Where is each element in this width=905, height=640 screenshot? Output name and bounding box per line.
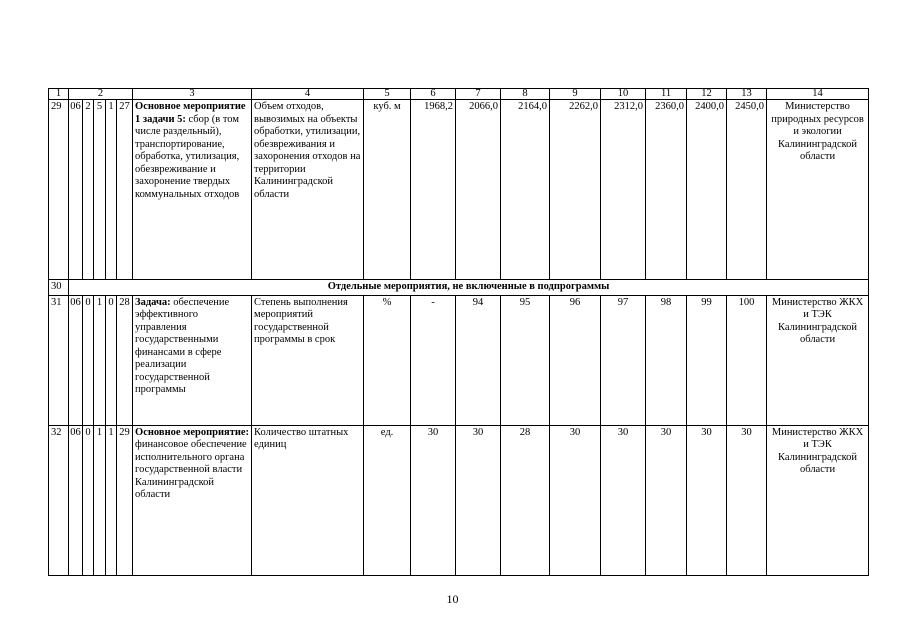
section-title: Отдельные мероприятия, не включенные в подпрограммы	[69, 280, 869, 296]
activity-name	[133, 425, 252, 575]
row-number: 30	[49, 280, 69, 296]
header-cell: 7	[456, 89, 501, 100]
code-cell: 0	[83, 295, 94, 425]
value-cell: 1968,2	[411, 100, 456, 280]
page-number: 10	[446, 592, 459, 606]
activity-name-text: обеспечение эффективного управления государственными финансами в сфере реализации государственной программы	[135, 296, 230, 395]
program-table	[48, 88, 869, 576]
code-cell: 0	[106, 295, 117, 425]
code-cell: 1	[94, 295, 106, 425]
value-cell: 30	[411, 425, 456, 575]
code-cell: 5	[94, 100, 106, 280]
row-number: 29	[49, 100, 69, 280]
section-row	[49, 280, 869, 296]
unit-cell: куб. м	[364, 100, 411, 280]
value-cell: 2450,0	[727, 100, 767, 280]
value-cell: 96	[550, 295, 601, 425]
activity-name	[133, 295, 252, 425]
header-cell: 6	[411, 89, 456, 100]
activity-name-bold: Основное мероприятие:	[135, 426, 250, 438]
value-cell: 30	[727, 425, 767, 575]
activity-name	[133, 100, 252, 280]
unit-cell: ед.	[364, 425, 411, 575]
value-cell: 99	[687, 295, 727, 425]
value-cell: 30	[601, 425, 646, 575]
activity-name-bold: Основное мероприятие 1 задачи 5:	[135, 101, 246, 125]
code-cell: 28	[117, 295, 133, 425]
value-cell: 30	[687, 425, 727, 575]
value-cell: 2312,0	[601, 100, 646, 280]
indicator-cell: Объем отходов, вывозимых на объекты обработки, утилизации, обезвреживания и захоронения отходов на территории Калининградской области	[252, 100, 364, 280]
code-cell: 1	[106, 100, 117, 280]
value-cell: 28	[501, 425, 550, 575]
header-cell: 4	[252, 89, 364, 100]
code-cell: 1	[94, 425, 106, 575]
header-cell: 1	[49, 89, 69, 100]
header-cell: 10	[601, 89, 646, 100]
code-cell: 27	[117, 100, 133, 280]
indicator-cell: Степень выполнения мероприятий государственной программы в срок	[252, 295, 364, 425]
activity-name-text: финансовое обеспечение исполнительного органа государственной власти Калининградской области	[135, 439, 247, 500]
row-number: 31	[49, 295, 69, 425]
value-cell: 2066,0	[456, 100, 501, 280]
activity-name-text: сбор (в том числе раздельный), транспортирование, обработка, утилизация, обезвреживание и захоронение твердых коммунальных отходов	[135, 113, 240, 200]
header-cell: 11	[646, 89, 687, 100]
activity-name-bold: Задача:	[135, 296, 171, 308]
responsible-cell: Министерство природных ресурсов и экологии Калининградской области	[767, 100, 869, 280]
value-cell: 30	[646, 425, 687, 575]
table-row	[49, 100, 869, 280]
value-cell: 2262,0	[550, 100, 601, 280]
code-cell: 1	[106, 425, 117, 575]
value-cell: 2164,0	[501, 100, 550, 280]
value-cell: 30	[456, 425, 501, 575]
value-cell: 98	[646, 295, 687, 425]
code-cell: 06	[69, 425, 83, 575]
code-cell: 0	[83, 425, 94, 575]
responsible-cell: Министерство ЖКХ и ТЭК Калининградской области	[767, 295, 869, 425]
responsible-cell: Министерство ЖКХ и ТЭК Калининградской области	[767, 425, 869, 575]
indicator-cell: Количество штатных единиц	[252, 425, 364, 575]
header-cell: 12	[687, 89, 727, 100]
header-row	[49, 89, 869, 100]
code-cell: 06	[69, 100, 83, 280]
table-row	[49, 295, 869, 425]
code-cell: 2	[83, 100, 94, 280]
unit-cell: %	[364, 295, 411, 425]
header-cell: 14	[767, 89, 869, 100]
header-cell: 8	[501, 89, 550, 100]
header-cell: 9	[550, 89, 601, 100]
header-cell: 2	[69, 89, 133, 100]
code-cell: 06	[69, 295, 83, 425]
row-number: 32	[49, 425, 69, 575]
value-cell: 97	[601, 295, 646, 425]
code-cell: 29	[117, 425, 133, 575]
value-cell: 30	[550, 425, 601, 575]
header-cell: 13	[727, 89, 767, 100]
table-row	[49, 425, 869, 575]
value-cell: 100	[727, 295, 767, 425]
header-cell: 5	[364, 89, 411, 100]
value-cell: 95	[501, 295, 550, 425]
value-cell: 2360,0	[646, 100, 687, 280]
value-cell: -	[411, 295, 456, 425]
value-cell: 2400,0	[687, 100, 727, 280]
header-cell: 3	[133, 89, 252, 100]
value-cell: 94	[456, 295, 501, 425]
